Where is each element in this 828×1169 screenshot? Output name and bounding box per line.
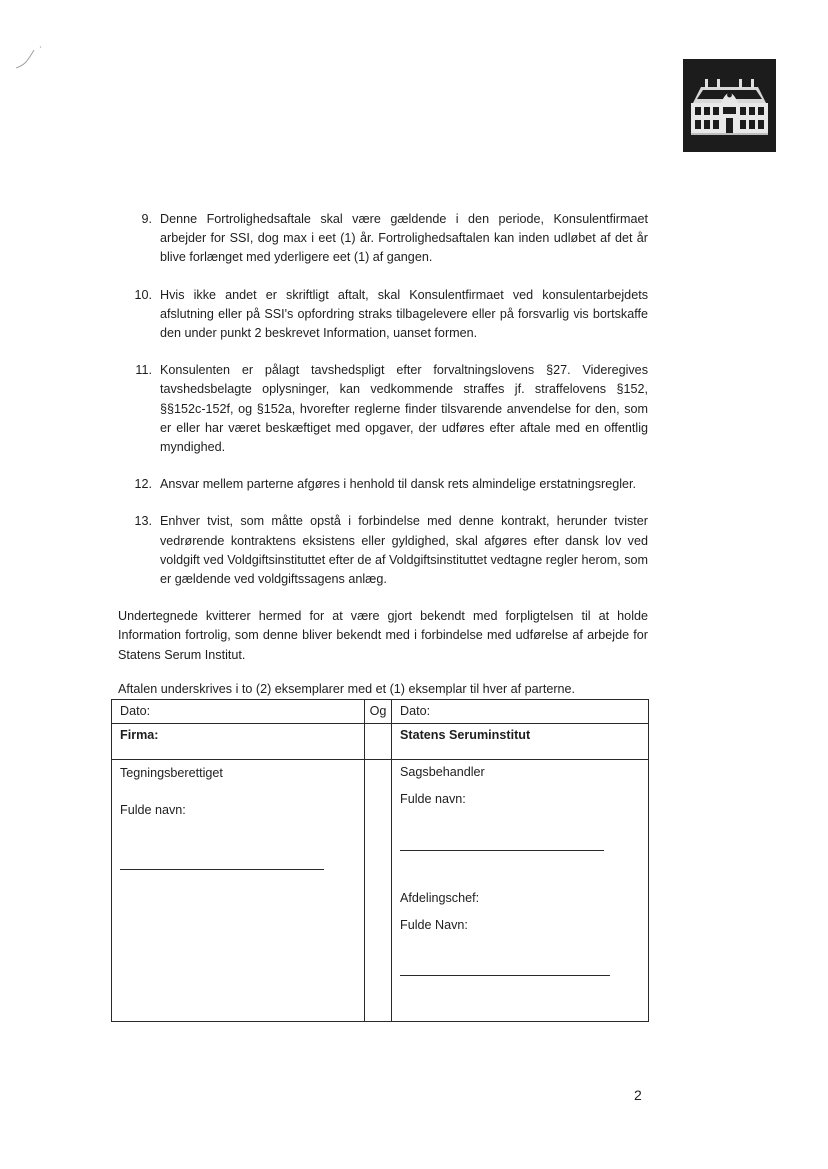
- clause-number: 12.: [134, 477, 152, 492]
- date-label: Dato:: [400, 704, 431, 719]
- date-label: Dato:: [120, 704, 151, 719]
- department-head-label: Afdelingschef:: [400, 890, 480, 905]
- case-officer-label: Sagsbehandler: [400, 765, 485, 780]
- firm-cell[interactable]: [112, 724, 365, 760]
- clause-12: [118, 475, 648, 494]
- signature-line[interactable]: [120, 869, 324, 870]
- right-signature-cell[interactable]: [392, 760, 649, 1022]
- institute-logo: [683, 59, 776, 152]
- clause-13: [118, 512, 648, 589]
- left-signature-cell[interactable]: [112, 760, 365, 1022]
- institute-cell: [392, 724, 649, 760]
- signature-line[interactable]: [400, 850, 604, 851]
- clause-text: Konsulenten er pålagt tavshedspligt efter forvaltningslovens §27. Videregives tavshedsbelagte oplysninger, kan vedkommende straffes jf. straffelovens §152, §§152c-152f, og §152a, hvorefter reglerne finder tilsvarende anvendelse for den, som er eller har været beskæftiget med opgaver, der udføres efter aftale med en offentlig myndighed.: [160, 363, 648, 455]
- clause-number: 11.: [135, 363, 152, 378]
- spacer-cell: [365, 760, 392, 1022]
- signature-table: [111, 699, 649, 1022]
- clause-text: Enhver tvist, som måtte opstå i forbindelse med denne kontrakt, herunder tvister vedrørende kontraktens eksistens eller gyldighed, skal afgøres efter dansk lov ved voldgift ved Voldgiftsinstituttet efter de af Voldgiftsinstituttet vedtagne regler herom, som er gældende ved voldgiftssagens anlæg.: [160, 514, 648, 587]
- spacer-cell: [365, 724, 392, 760]
- date-right-cell[interactable]: [392, 700, 649, 724]
- document-body: [118, 210, 648, 1022]
- building-icon: [683, 59, 776, 152]
- full-name-label: Fulde navn:: [400, 792, 466, 807]
- authorized-signatory-label: Tegningsberettiget: [120, 766, 223, 781]
- clause-text: Hvis ikke andet er skriftligt aftalt, skal Konsulentfirmaet ved konsulentarbejdets afslutning eller på SSI's opfordring straks tilbagelevere eller på forsvarlig vis bortskaffe den under punkt 2 beskrevet Information, uanset formen.: [160, 287, 648, 341]
- clause-number: 13.: [134, 514, 152, 529]
- clause-11: [118, 361, 648, 457]
- clause-text: Ansvar mellem parterne afgøres i henhold til dansk rets almindelige erstatningsregler.: [160, 477, 636, 492]
- pen-mark: [14, 44, 44, 72]
- date-left-cell[interactable]: [112, 700, 365, 724]
- og-label: Og: [369, 704, 387, 719]
- clause-number: 9.: [141, 212, 152, 226]
- full-name-label: Fulde Navn:: [400, 917, 468, 932]
- firm-label: Firma:: [120, 728, 159, 743]
- signing-note: Aftalen underskrives i to (2) eksemplarer med et (1) eksemplar til hver af parterne.: [118, 681, 576, 696]
- acknowledgement-paragraph: Undertegnede kvitterer hermed for at være gjort bekendt med forpligtelsen til at holde Information fortrolig, som denne bliver bekendt med i forbindelse med udførelse af arbejde for Statens Serum Institut.: [118, 609, 648, 662]
- og-cell: [365, 700, 392, 724]
- clause-10: [118, 286, 648, 344]
- full-name-label: Fulde navn:: [120, 803, 186, 818]
- clause-number: 10.: [134, 287, 152, 302]
- institute-label: Statens Seruminstitut: [400, 728, 531, 743]
- signature-line[interactable]: [400, 975, 610, 976]
- clause-text: Denne Fortrolighedsaftale skal være gældende i den periode, Konsulentfirmaet arbejder for SSI, dog max i eet (1) år. Fortrolighedsaftalen kan inden udløbet af det år blive forlænget med yderligere eet (1) af gangen.: [160, 212, 648, 265]
- page-number: 2: [634, 1087, 642, 1103]
- clause-9: [118, 210, 648, 268]
